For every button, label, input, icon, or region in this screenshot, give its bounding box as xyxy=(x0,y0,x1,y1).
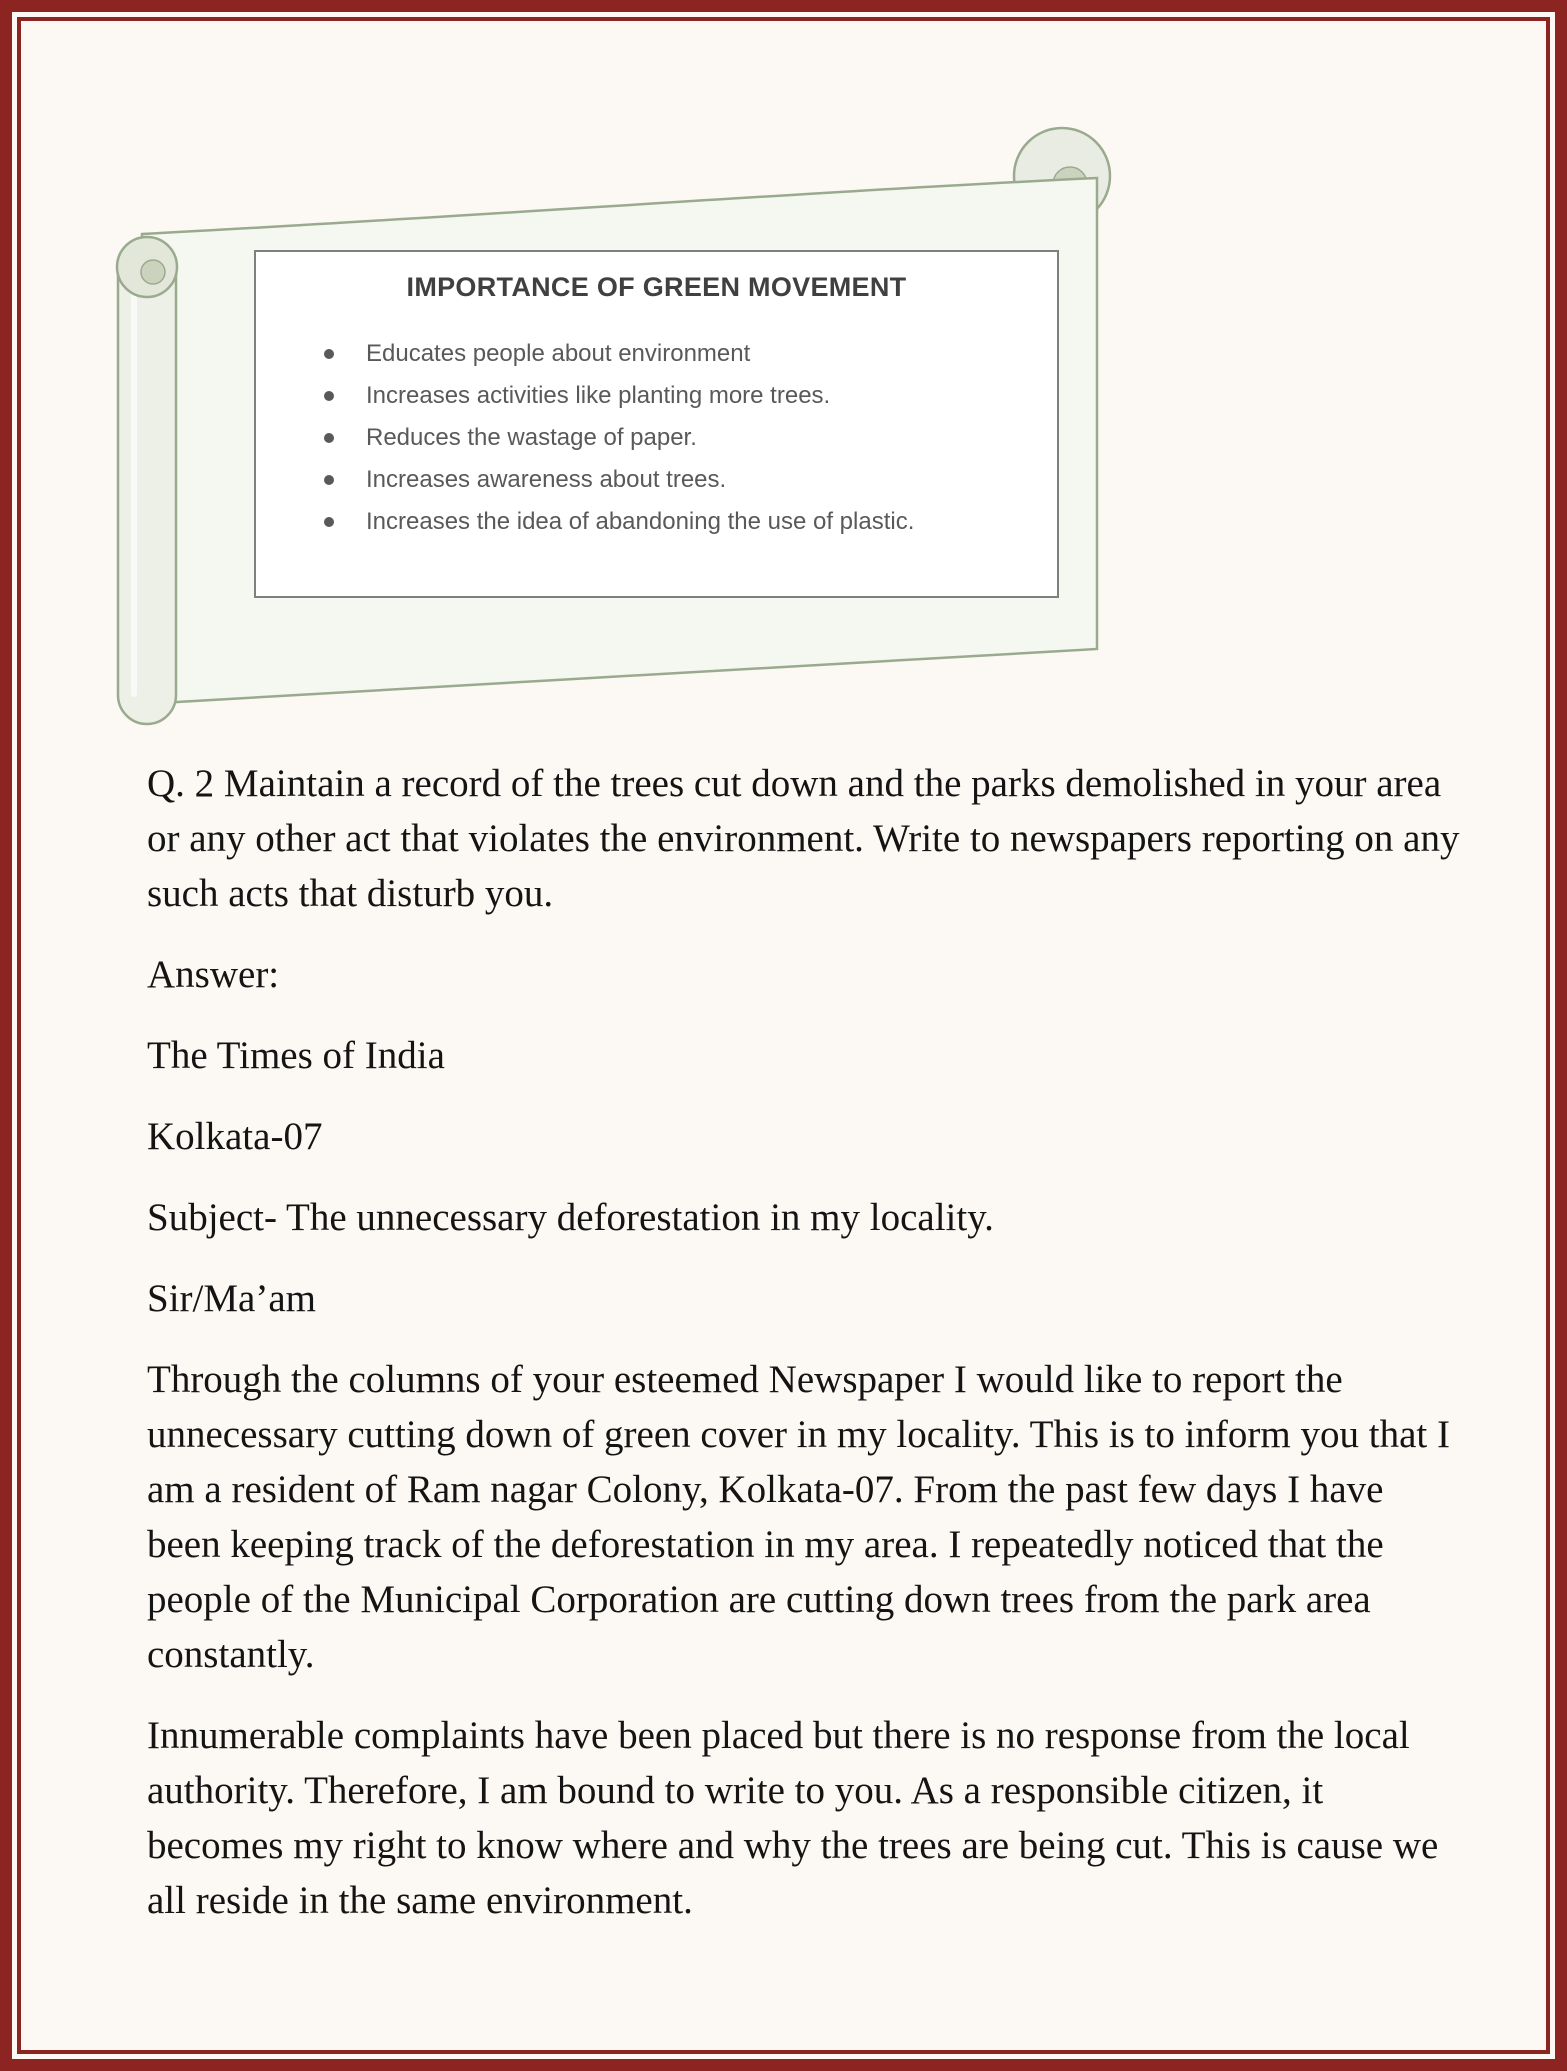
bullet-item xyxy=(324,375,1037,417)
letter-salutation: Sir/Ma’am xyxy=(147,1276,316,1320)
green-movement-box xyxy=(254,250,1059,598)
letter-recipient: The Times of India xyxy=(147,1033,445,1077)
bullet-text: Reduces the wastage of paper. xyxy=(366,424,697,451)
letter-paragraph-1: Through the columns of your esteemed Newspaper I would like to report the unnecessary cutting down of green cover in my locality. This is to inform you that I am a resident of Ram nagar Colony, Kolkata-07. From the past few days I have been keeping track of the deforestation in my area. I repeatedly noticed that the people of the Municipal Corporation are cutting down trees from the park area constantly. xyxy=(147,1357,1450,1676)
answer-label: Answer: xyxy=(147,952,280,996)
green-movement-bullet-list xyxy=(256,333,1057,543)
bullet-item xyxy=(324,333,1037,375)
green-movement-title: IMPORTANCE OF GREEN MOVEMENT xyxy=(406,272,907,302)
bullet-text: Increases the idea of abandoning the use of plastic. xyxy=(366,508,915,535)
bullet-dot-icon xyxy=(324,349,334,359)
question-paragraph: Q. 2 Maintain a record of the trees cut down and the parks demolished in your area or any other act that violates the environment. Write to newspapers reporting on any such acts that disturb you. xyxy=(147,762,1460,915)
bullet-text: Increases awareness about trees. xyxy=(366,466,727,493)
bullet-item xyxy=(324,459,1037,501)
bullet-dot-icon xyxy=(324,433,334,443)
letter-city: Kolkata-07 xyxy=(147,1114,323,1158)
bullet-text: Educates people about environment xyxy=(366,340,751,367)
bullet-dot-icon xyxy=(324,475,334,485)
letter-paragraph-2: Innumerable complaints have been placed but there is no response from the local authority. Therefore, I am bound to write to you. As a responsible citizen, it becomes my right to know where and why the trees are being cut. This is cause we all reside in the same environment. xyxy=(147,1713,1439,1922)
letter-content xyxy=(147,757,1462,1955)
bullet-text: Increases activities like planting more trees. xyxy=(366,382,831,409)
bullet-dot-icon xyxy=(324,391,334,401)
bullet-dot-icon xyxy=(324,517,334,527)
bullet-item xyxy=(324,501,1037,543)
letter-subject: Subject- The unnecessary deforestation in my locality. xyxy=(147,1195,994,1239)
bullet-item xyxy=(324,417,1037,459)
scroll-graphic xyxy=(112,104,1142,752)
